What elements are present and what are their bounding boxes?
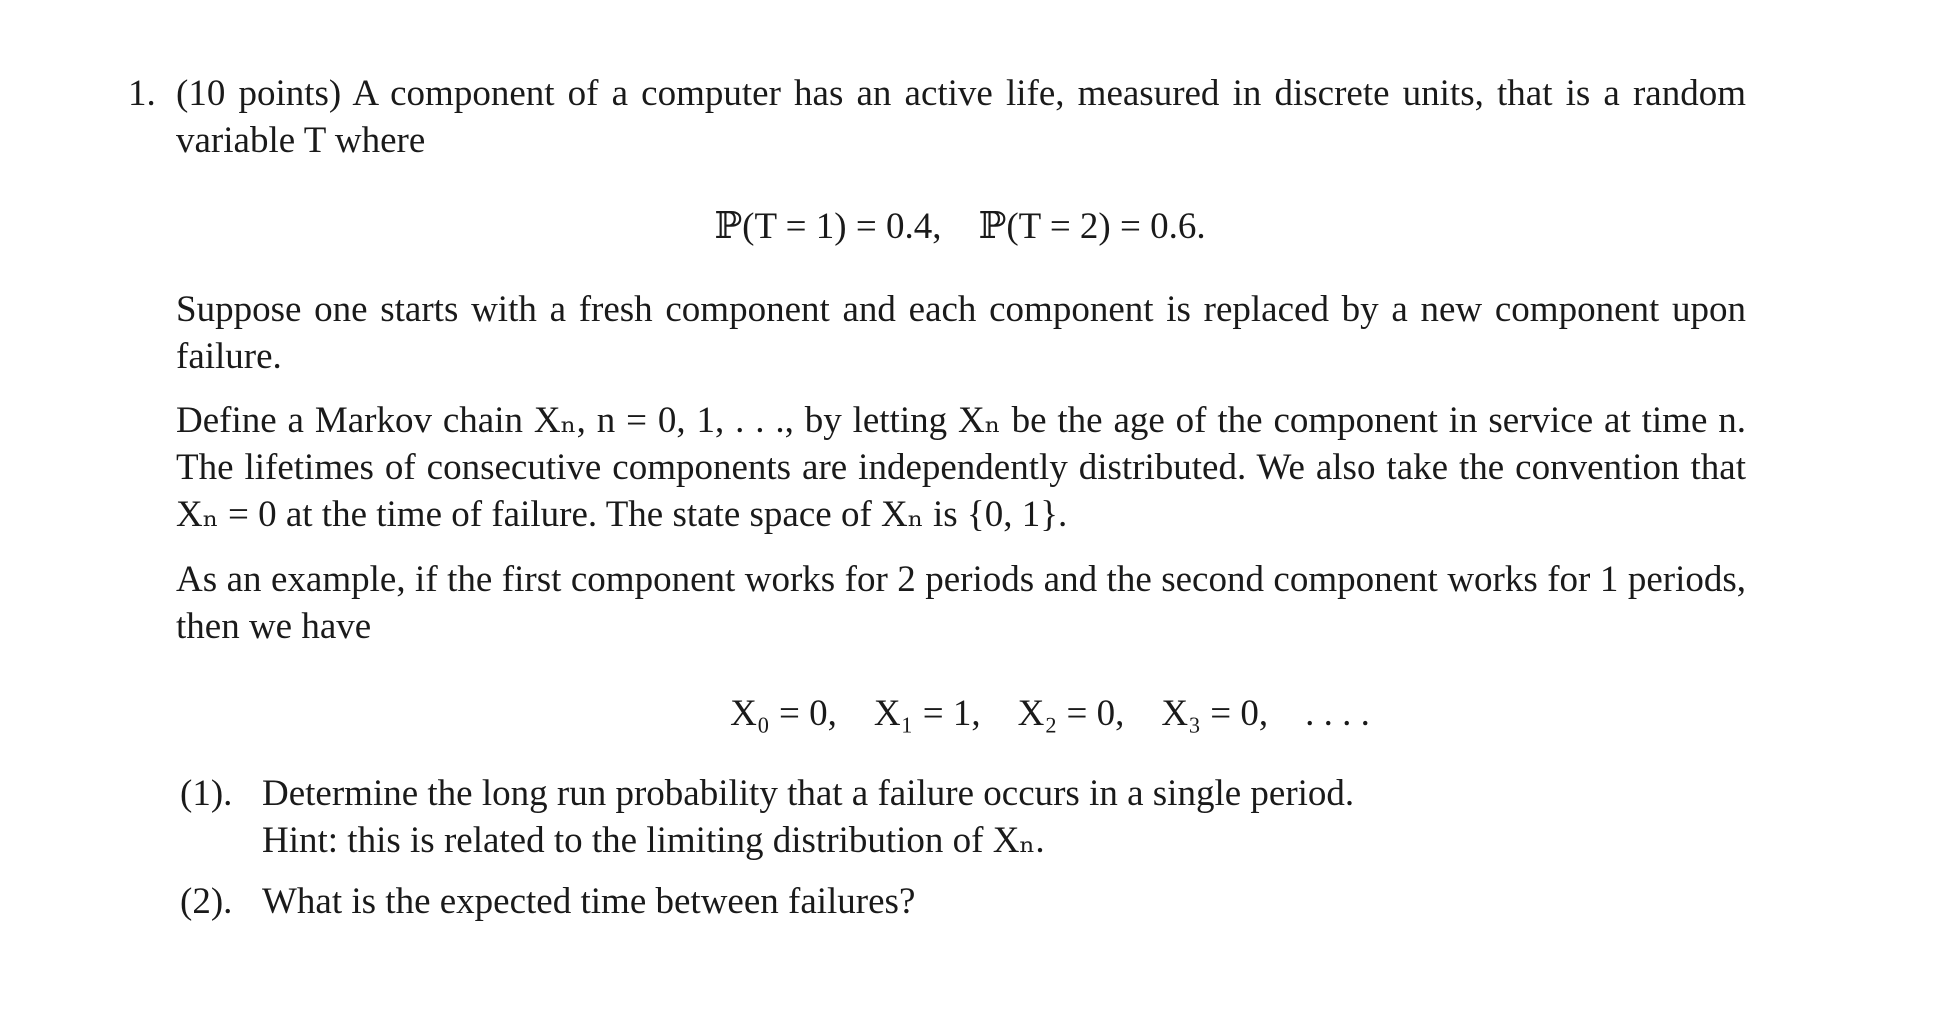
paragraph-replacement: Suppose one starts with a fresh component and each component is replaced by a new component upon failure. [176,289,1746,377]
example-sequence-equation: X₀ = 0, X₁ = 1, X₂ = 0, X₃ = 0, . . . . [730,693,1370,734]
part-1-hint: Hint: this is related to the limiting distribution of Xₙ. [262,820,1045,861]
part-1 [180,770,1740,864]
problem-intro-text: A component of a computer has an active life, measured in discrete units, that is a random variable T where [176,73,1746,161]
part-2-text: What is the expected time between failures? [262,881,916,922]
problem-number: 1. [128,73,156,114]
paragraph-markov-definition: Define a Markov chain Xₙ, n = 0, 1, . . ., by letting Xₙ be the age of the component in service at time n. The lifetimes of consecutive components are independently distributed. We also take the convention that Xₙ = 0 at the time of failure. The state space of Xₙ is {0, 1}. [176,400,1746,535]
distribution-equation: ℙ(T = 1) = 0.4, ℙ(T = 2) = 0.6. [714,206,1206,247]
part-2 [180,878,1740,925]
part-2-label: (2). [180,881,233,922]
part-1-text: Determine the long run probability that a failure occurs in a single period. [262,773,1355,814]
part-1-label: (1). [180,773,233,814]
paragraph-example: As an example, if the first component works for 2 periods and the second component works for 1 periods, then we have [176,559,1746,647]
problem-intro [176,70,1746,164]
problem-points: (10 points) [176,73,342,114]
